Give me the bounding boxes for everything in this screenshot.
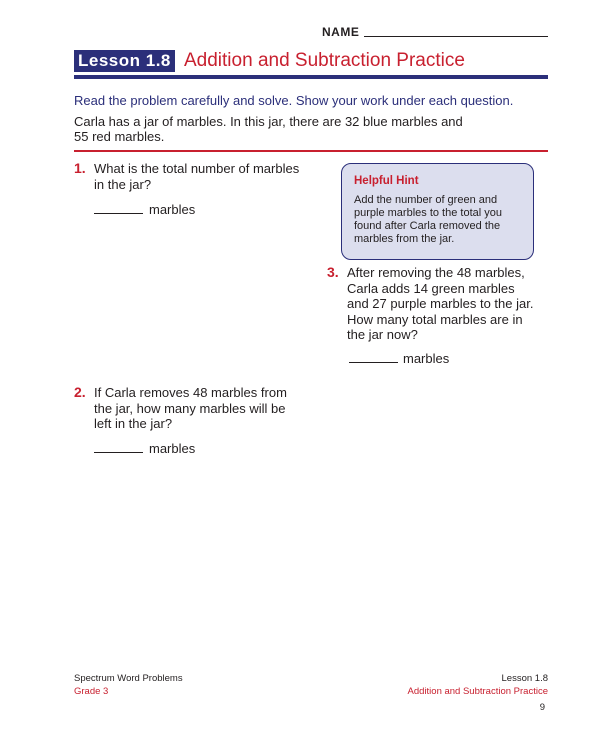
hint-line: Add the number of green and [354,194,498,206]
question-line: left in the jar? [94,416,173,431]
question-line: How many total marbles are in [347,311,523,327]
question-line: and 27 purple marbles to the jar. [347,296,534,311]
problem-intro [74,114,494,144]
helpful-hint-box [341,163,534,260]
question-line: in the jar? [94,176,152,192]
hint-text [354,194,526,246]
lesson-badge: Lesson 1.8 [74,50,175,72]
hint-line: found after Carla removed the [354,220,501,232]
question-line: the jar, how many marbles will be [94,400,286,416]
lesson-title: Addition and Subtraction Practice [184,50,465,71]
question-2-answer-blank[interactable] [94,452,143,453]
hint-title: Helpful Hint [354,175,419,187]
question-line: Carla adds 14 green marbles [347,280,515,296]
question-line: the jar now? [347,327,418,342]
instructions: Read the problem carefully and solve. Show your work under each question. [74,93,514,108]
question-1-answer-blank[interactable] [94,213,143,214]
footer-book-title: Spectrum Word Problems [74,673,183,684]
question-2-unit: marbles [149,441,196,456]
question-3-answer-blank[interactable] [349,362,398,363]
title-divider [74,75,548,79]
footer-grade: Grade 3 [74,686,109,697]
question-1-number: 1. [74,160,86,176]
name-label: NAME [322,25,360,39]
name-blank-line[interactable] [364,36,548,37]
question-line: After removing the 48 marbles, [347,265,525,280]
question-3-text [347,265,533,343]
question-3-number: 3. [327,264,339,280]
hint-line: purple marbles to the total you [354,207,502,219]
section-divider [74,150,548,152]
question-3-unit: marbles [403,351,450,366]
footer-lesson-title: Addition and Subtraction Practice [407,686,548,697]
intro-line: 55 red marbles. [74,129,165,144]
question-2-number: 2. [74,384,86,400]
question-2-text [94,385,287,432]
question-line: What is the total number of marbles [94,161,300,176]
question-line: If Carla removes 48 marbles from [94,385,287,400]
page-number: 9 [539,702,545,713]
intro-line: Carla has a jar of marbles. In this jar, there are 32 blue marbles and [74,114,463,129]
question-1-text [94,161,299,192]
footer-lesson: Lesson 1.8 [501,673,548,684]
question-1-unit: marbles [149,202,196,217]
hint-line: marbles from the jar. [354,233,455,245]
